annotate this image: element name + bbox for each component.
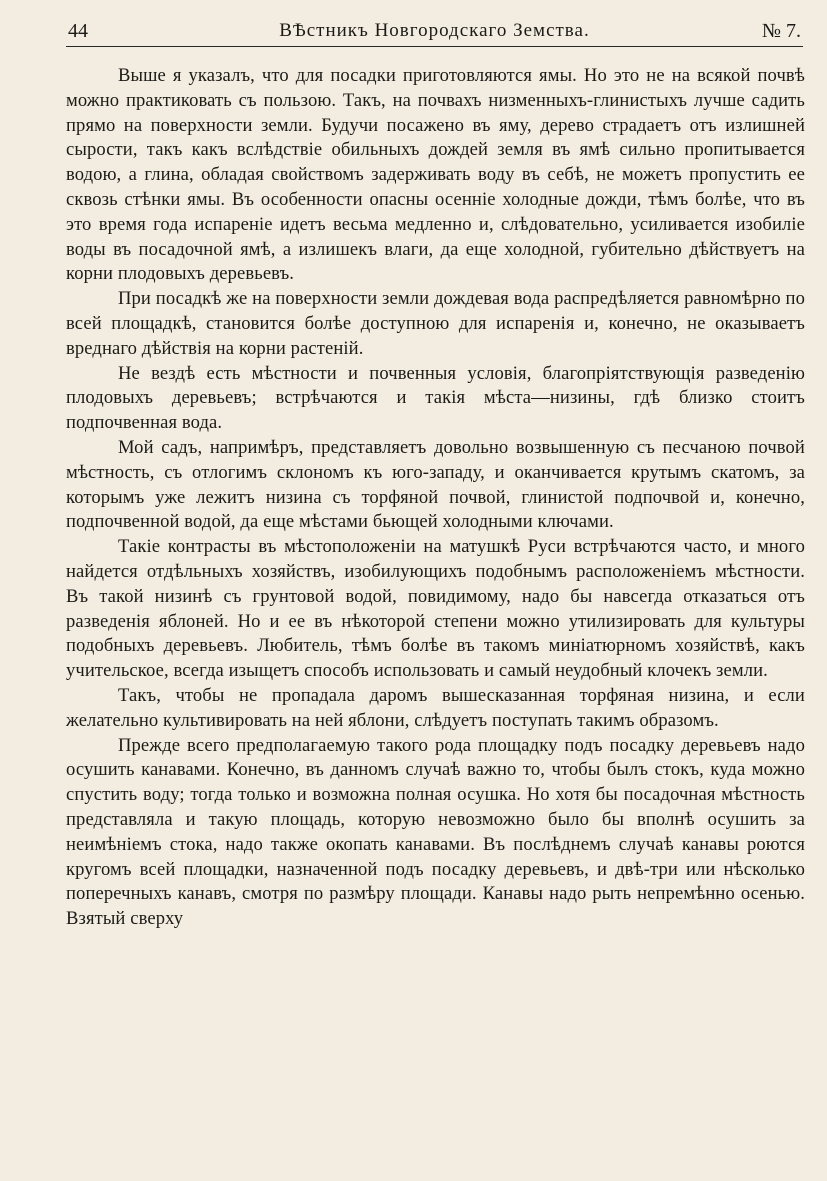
paragraph: Не вездѣ есть мѣстности и почвенныя условія, благопріятствующія разведенію плодовыхъ деревьевъ; встрѣчаются и такія мѣста—низины, гдѣ близко стоитъ подпочвенная вода.	[66, 362, 805, 434]
paragraph: Прежде всего предполагаемую такого рода площадку подъ посадку деревьевъ надо осушить канавами. Конечно, въ данномъ случаѣ важно то, чтобы былъ стокъ, куда можно спустить воду; тогда только и возможна полная осушка. Но хотя бы посадочная мѣстность представляла и такую площадь, которую невозможно было бы вполнѣ осушить за неимѣніемъ стока, надо также окопать канавами. Въ послѣднемъ случаѣ канавы роются кругомъ всей площадки, назначенной подъ посадку деревьевъ, и двѣ-три или нѣсколько поперечныхъ канавъ, смотря по размѣру площади. Канавы надо рыть непремѣнно осенью. Взятый сверху	[66, 734, 805, 930]
paragraph: При посадкѣ же на поверхности земли дождевая вода распредѣляется равномѣрно по всей площадкѣ, становится болѣе доступною для испаренія и, конечно, не оказываетъ вреднаго дѣйствія на корни растеній.	[66, 288, 805, 359]
paragraph: Такъ, чтобы не пропадала даромъ вышесказанная торфяная низина, и если желательно культивировать на ней яблони, слѣдуетъ поступать такимъ образомъ.	[66, 684, 805, 731]
page-number: 44	[68, 20, 88, 42]
paragraph: Выше я указалъ, что для посадки приготовляются ямы. Но это не на всякой почвѣ можно практиковать съ пользою. Такъ, на почвахъ низменныхъ-глинистыхъ лучше садить прямо на поверхности земли. Будучи посажено въ яму, дерево страдаетъ отъ излишней сырости, такъ какъ вслѣдствіе обильныхъ дождей земля въ ямѣ сильно пропитывается водою, а глина, обладая свойствомъ задерживать воду въ себѣ, не можетъ пропустить ее сквозь стѣнки ямы. Въ особенности опасны осенніе холодные дожди, тѣмъ болѣе, что въ это время года испареніе идетъ весьма медленно и, слѣдовательно, усиливается изобиліе воды въ посадочной ямѣ, а излишекъ влаги, да еще холодной, губительно дѣйствуетъ на корни плодовыхъ деревьевъ.	[66, 65, 805, 285]
running-header	[66, 16, 803, 47]
paragraph: Мой садъ, напримѣръ, представляетъ довольно возвышенную съ песчаною почвой мѣстность, съ отлогимъ склономъ къ юго-западу, и оканчивается крутымъ скатомъ, за которымъ уже лежитъ низина съ торфяной почвой, глинистой подпочвой и, конечно, подпочвенной водой, да еще мѣстами бьющей холодными ключами.	[66, 436, 805, 533]
journal-title: ВѢстникъ Новгородскаго Земства.	[279, 20, 590, 41]
article-body	[66, 64, 805, 932]
paragraph: Такіе контрасты въ мѣстоположеніи на матушкѣ Руси встрѣчаются часто, и много найдется отдѣльныхъ хозяйствъ, изобилующихъ подобнымъ расположеніемъ мѣстности. Въ такой низинѣ съ грунтовой водой, повидимому, надо бы навсегда отказаться отъ разведенія яблоней. Но и ее въ нѣкоторой степени можно утилизировать для культуры подобныхъ деревьевъ. Любитель, тѣмъ болѣе въ такомъ миніатюрномъ хозяйствѣ, какъ учительское, всегда изыщетъ способъ использовать и самый неудобный клочекъ земли.	[66, 536, 805, 682]
issue-number: № 7.	[761, 20, 801, 42]
